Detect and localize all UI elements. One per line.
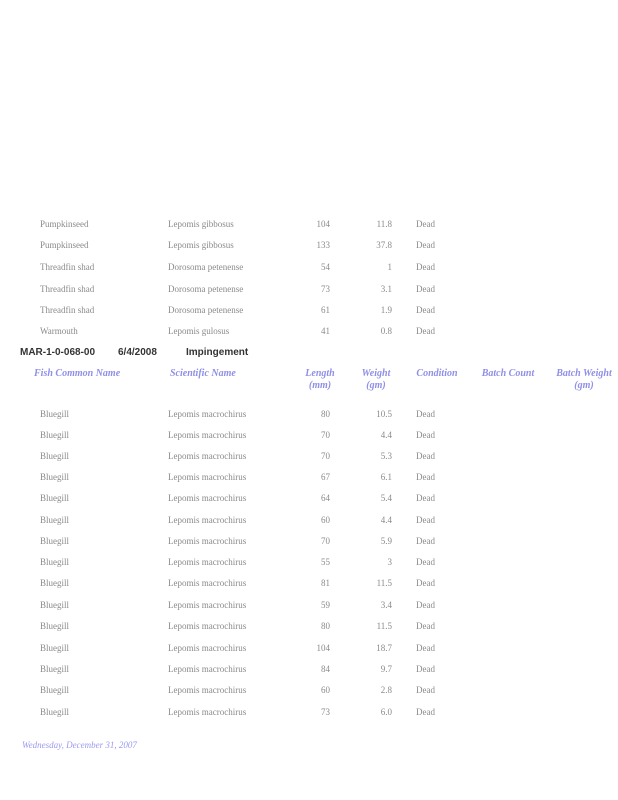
- weight-value: 2.8: [380, 685, 392, 695]
- condition-value: Dead: [416, 643, 435, 653]
- condition-value: Dead: [416, 557, 435, 567]
- scientific-name: Lepomis gibbosus: [168, 240, 234, 250]
- table-row: [0, 488, 618, 508]
- common-name: Threadfin shad: [40, 305, 95, 315]
- table-row: [0, 595, 618, 615]
- length-value: 73: [321, 284, 330, 294]
- common-name: Bluegill: [40, 707, 69, 717]
- event-type: Impingement: [186, 347, 249, 358]
- table-row: [0, 467, 618, 487]
- condition-value: Dead: [416, 262, 435, 272]
- common-name: Bluegill: [40, 493, 69, 503]
- scientific-name: Dorosoma petenense: [168, 262, 244, 272]
- scientific-name: Lepomis macrochirus: [168, 578, 247, 588]
- length-value: 64: [321, 493, 330, 503]
- length-value: 104: [316, 643, 330, 653]
- weight-value: 11.8: [376, 219, 392, 229]
- scientific-name: Lepomis macrochirus: [168, 472, 247, 482]
- length-value: 70: [321, 536, 330, 546]
- table-row: [0, 425, 618, 445]
- weight-value: 5.9: [380, 536, 392, 546]
- condition-value: Dead: [416, 493, 435, 503]
- table-row: [0, 321, 618, 341]
- scientific-name: Lepomis macrochirus: [168, 707, 247, 717]
- table-row: [0, 446, 618, 466]
- length-value: 73: [321, 707, 330, 717]
- table-row: [0, 235, 618, 255]
- table-row: [0, 300, 618, 320]
- scientific-name: Lepomis macrochirus: [168, 536, 247, 546]
- footer-date: Wednesday, December 31, 2007: [22, 740, 137, 750]
- table-row: [0, 279, 618, 299]
- length-value: 54: [321, 262, 330, 272]
- length-value: 133: [316, 240, 330, 250]
- scientific-name: Lepomis macrochirus: [168, 409, 247, 419]
- condition-value: Dead: [416, 326, 435, 336]
- weight-value: 3.4: [380, 600, 392, 610]
- common-name: Bluegill: [40, 451, 69, 461]
- column-header-weight: Weight (gm): [361, 368, 391, 391]
- table-row: [0, 638, 618, 658]
- scientific-name: Lepomis macrochirus: [168, 493, 247, 503]
- scientific-name: Lepomis macrochirus: [168, 621, 247, 631]
- condition-value: Dead: [416, 536, 435, 546]
- weight-value: 4.4: [380, 515, 392, 525]
- condition-value: Dead: [416, 600, 435, 610]
- table-row: [0, 702, 618, 722]
- table-row: [0, 659, 618, 679]
- weight-value: 1.9: [380, 305, 392, 315]
- condition-value: Dead: [416, 219, 435, 229]
- common-name: Bluegill: [40, 685, 69, 695]
- weight-value: 5.3: [380, 451, 392, 461]
- weight-value: 6.0: [380, 707, 392, 717]
- column-header-condition: Condition: [416, 368, 458, 379]
- column-header-common: Fish Common Name: [34, 368, 121, 379]
- common-name: Bluegill: [40, 600, 69, 610]
- condition-value: Dead: [416, 707, 435, 717]
- common-name: Bluegill: [40, 409, 69, 419]
- weight-value: 1: [387, 262, 392, 272]
- scientific-name: Lepomis macrochirus: [168, 643, 247, 653]
- weight-value: 4.4: [380, 430, 392, 440]
- common-name: Threadfin shad: [40, 284, 95, 294]
- weight-value: 9.7: [380, 664, 392, 674]
- scientific-name: Lepomis macrochirus: [168, 600, 247, 610]
- common-name: Bluegill: [40, 664, 69, 674]
- table-row: [0, 552, 618, 572]
- length-value: 41: [321, 326, 330, 336]
- length-value: 70: [321, 451, 330, 461]
- condition-value: Dead: [416, 430, 435, 440]
- common-name: Pumpkinseed: [40, 219, 89, 229]
- length-value: 59: [321, 600, 330, 610]
- site-id: MAR-1-0-068-00: [20, 347, 96, 358]
- length-value: 61: [321, 305, 330, 315]
- column-header-length: Length (mm): [305, 368, 335, 391]
- column-header-scientific: Scientific Name: [170, 368, 236, 379]
- scientific-name: Lepomis gibbosus: [168, 219, 234, 229]
- common-name: Bluegill: [40, 472, 69, 482]
- common-name: Threadfin shad: [40, 262, 95, 272]
- table-row: [0, 573, 618, 593]
- weight-value: 10.5: [376, 409, 392, 419]
- scientific-name: Dorosoma petenense: [168, 284, 244, 294]
- common-name: Bluegill: [40, 643, 69, 653]
- length-value: 60: [321, 515, 330, 525]
- table-row: [0, 680, 618, 700]
- common-name: Bluegill: [40, 557, 69, 567]
- common-name: Bluegill: [40, 515, 69, 525]
- scientific-name: Dorosoma petenense: [168, 305, 244, 315]
- scientific-name: Lepomis macrochirus: [168, 664, 247, 674]
- common-name: Bluegill: [40, 578, 69, 588]
- scientific-name: Lepomis gulosus: [168, 326, 230, 336]
- scientific-name: Lepomis macrochirus: [168, 430, 247, 440]
- condition-value: Dead: [416, 284, 435, 294]
- weight-value: 11.5: [376, 578, 392, 588]
- condition-value: Dead: [416, 515, 435, 525]
- length-value: 81: [321, 578, 330, 588]
- common-name: Warmouth: [40, 326, 78, 336]
- sample-date: 6/4/2008: [118, 347, 157, 358]
- condition-value: Dead: [416, 664, 435, 674]
- condition-value: Dead: [416, 409, 435, 419]
- table-row: [0, 616, 618, 636]
- scientific-name: Lepomis macrochirus: [168, 451, 247, 461]
- length-value: 80: [321, 409, 330, 419]
- condition-value: Dead: [416, 451, 435, 461]
- weight-value: 11.5: [376, 621, 392, 631]
- scientific-name: Lepomis macrochirus: [168, 557, 247, 567]
- table-row: [0, 510, 618, 530]
- length-value: 55: [321, 557, 330, 567]
- weight-value: 37.8: [376, 240, 392, 250]
- length-value: 70: [321, 430, 330, 440]
- weight-value: 5.4: [380, 493, 392, 503]
- length-value: 60: [321, 685, 330, 695]
- table-row: [0, 214, 618, 234]
- scientific-name: Lepomis macrochirus: [168, 685, 247, 695]
- condition-value: Dead: [416, 472, 435, 482]
- column-header-batch-count: Batch Count: [481, 368, 535, 379]
- weight-value: 3: [387, 557, 392, 567]
- weight-value: 3.1: [380, 284, 392, 294]
- scientific-name: Lepomis macrochirus: [168, 515, 247, 525]
- table-row: [0, 257, 618, 277]
- length-value: 84: [321, 664, 330, 674]
- column-header-batch-weight: Batch Weight (gm): [556, 368, 612, 391]
- table-row: [0, 404, 618, 424]
- table-row: [0, 531, 618, 551]
- common-name: Bluegill: [40, 430, 69, 440]
- weight-value: 0.8: [380, 326, 392, 336]
- section-header: [0, 344, 618, 364]
- weight-value: 6.1: [380, 472, 392, 482]
- condition-value: Dead: [416, 305, 435, 315]
- length-value: 80: [321, 621, 330, 631]
- length-value: 104: [316, 219, 330, 229]
- condition-value: Dead: [416, 621, 435, 631]
- condition-value: Dead: [416, 240, 435, 250]
- condition-value: Dead: [416, 685, 435, 695]
- condition-value: Dead: [416, 578, 435, 588]
- weight-value: 18.7: [376, 643, 392, 653]
- common-name: Pumpkinseed: [40, 240, 89, 250]
- common-name: Bluegill: [40, 536, 69, 546]
- length-value: 67: [321, 472, 330, 482]
- common-name: Bluegill: [40, 621, 69, 631]
